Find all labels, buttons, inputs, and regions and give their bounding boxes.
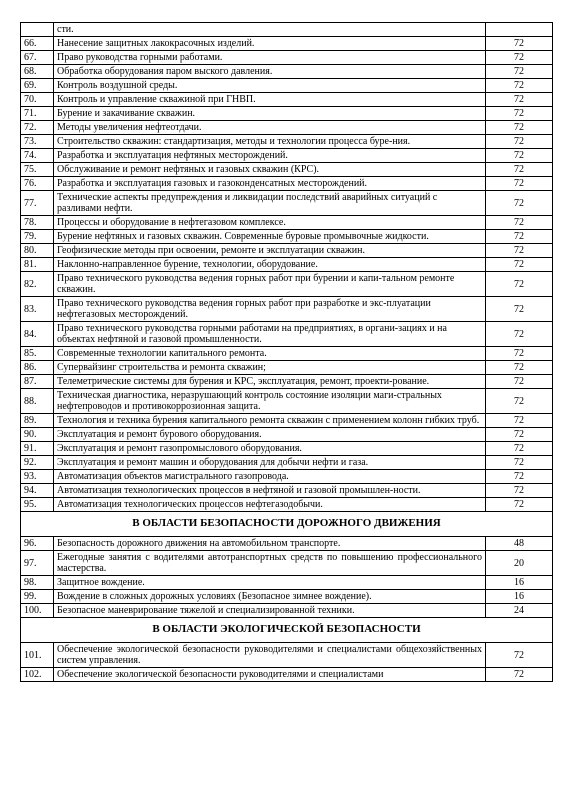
- course-title: Наклонно-направленное бурение, технологии, оборудование.: [54, 258, 486, 272]
- course-hours: 72: [486, 375, 553, 389]
- row-number: 67.: [21, 51, 54, 65]
- course-title: Техническая диагностика, неразрушающий контроль состояние изоляции маги-стральных нефтепроводов и противокоррозионная защита.: [54, 389, 486, 414]
- course-hours: 72: [486, 498, 553, 512]
- course-title: Безопасность дорожного движения на автомобильном транспорте.: [54, 537, 486, 551]
- course-title: Ежегодные занятия с водителями автотранспортных средств по повышению профессионального мастерства.: [54, 551, 486, 576]
- course-hours: 72: [486, 272, 553, 297]
- course-hours: 72: [486, 65, 553, 79]
- course-title: Эксплуатация и ремонт бурового оборудования.: [54, 428, 486, 442]
- course-title: Разработка и эксплуатация газовых и газоконденсатных месторождений.: [54, 177, 486, 191]
- course-title: Право технического руководства ведения горных работ при разработке и экс-плуатации нефтегазовых месторождений.: [54, 297, 486, 322]
- course-hours: 72: [486, 361, 553, 375]
- table-row: [21, 37, 553, 51]
- table-row: [21, 551, 553, 576]
- course-hours: 72: [486, 51, 553, 65]
- table-row: [21, 51, 553, 65]
- table-row: [21, 428, 553, 442]
- row-number: 76.: [21, 177, 54, 191]
- course-hours: 20: [486, 551, 553, 576]
- row-number: 73.: [21, 135, 54, 149]
- table-row: [21, 604, 553, 618]
- row-number: 85.: [21, 347, 54, 361]
- table-row: [21, 107, 553, 121]
- course-hours: 24: [486, 604, 553, 618]
- course-title: Право технического руководства ведения горных работ при бурении и капи-тальном ремонте скважин.: [54, 272, 486, 297]
- course-hours: 72: [486, 389, 553, 414]
- course-title: Эксплуатация и ремонт газопромыслового оборудования.: [54, 442, 486, 456]
- table-row: [21, 23, 553, 37]
- course-title: Телеметрические системы для бурения и КРС, эксплуатация, ремонт, проекти-рование.: [54, 375, 486, 389]
- course-hours: 16: [486, 590, 553, 604]
- course-title: Автоматизация технологических процессов нефтегазодобычи.: [54, 498, 486, 512]
- row-number: 81.: [21, 258, 54, 272]
- road-safety-section: [21, 512, 553, 537]
- table-row: [21, 163, 553, 177]
- course-hours: 72: [486, 258, 553, 272]
- table-row: [21, 121, 553, 135]
- course-hours: 72: [486, 428, 553, 442]
- course-hours: 72: [486, 121, 553, 135]
- course-hours: 48: [486, 537, 553, 551]
- row-number: 68.: [21, 65, 54, 79]
- row-number: 90.: [21, 428, 54, 442]
- row-number: 78.: [21, 216, 54, 230]
- row-number: 69.: [21, 79, 54, 93]
- table-row: [21, 230, 553, 244]
- table-row: [21, 93, 553, 107]
- row-number: 83.: [21, 297, 54, 322]
- row-number: [21, 23, 54, 37]
- row-number: 88.: [21, 389, 54, 414]
- table-row: [21, 191, 553, 216]
- row-number: 80.: [21, 244, 54, 258]
- table-row: [21, 576, 553, 590]
- course-title: Современные технологии капитального ремонта.: [54, 347, 486, 361]
- row-number: 75.: [21, 163, 54, 177]
- table-row: [21, 361, 553, 375]
- table-row: [21, 258, 553, 272]
- section-title-eco: В ОБЛАСТИ ЭКОЛОГИЧЕСКОЙ БЕЗОПАСНОСТИ: [21, 618, 553, 643]
- course-hours: [486, 23, 553, 37]
- course-title: Бурение и закачивание скважин.: [54, 107, 486, 121]
- table-row: [21, 668, 553, 682]
- row-number: 77.: [21, 191, 54, 216]
- course-hours: 72: [486, 93, 553, 107]
- course-hours: 72: [486, 668, 553, 682]
- row-number: 93.: [21, 470, 54, 484]
- course-title: Технология и техника бурения капитального ремонта скважин с применением колонн гибких труб.: [54, 414, 486, 428]
- eco-safety-section: [21, 618, 553, 643]
- row-number: 91.: [21, 442, 54, 456]
- row-number: 94.: [21, 484, 54, 498]
- course-hours: 72: [486, 107, 553, 121]
- row-number: 100.: [21, 604, 54, 618]
- course-title: Контроль и управление скважиной при ГНВП.: [54, 93, 486, 107]
- course-hours: 72: [486, 79, 553, 93]
- oil-gas-section-rows: [21, 23, 553, 512]
- course-title: Автоматизация технологических процессов в нефтяной и газовой промышлен-ности.: [54, 484, 486, 498]
- course-title: Право руководства горными работами.: [54, 51, 486, 65]
- row-number: 79.: [21, 230, 54, 244]
- table-row: [21, 389, 553, 414]
- course-hours: 16: [486, 576, 553, 590]
- table-row: [21, 347, 553, 361]
- course-title: Нанесение защитных лакокрасочных изделий.: [54, 37, 486, 51]
- section-header-road: [21, 512, 553, 537]
- course-title: Обеспечение экологической безопасности руководителями и специалистами: [54, 668, 486, 682]
- table-row: [21, 484, 553, 498]
- table-row: [21, 79, 553, 93]
- course-hours: 72: [486, 347, 553, 361]
- course-title: Технические аспекты предупреждения и ликвидации последствий аварийных ситуаций с разливами нефти.: [54, 191, 486, 216]
- table-row: [21, 272, 553, 297]
- road-safety-rows: [21, 537, 553, 618]
- table-row: [21, 456, 553, 470]
- course-hours: 72: [486, 484, 553, 498]
- row-number: 98.: [21, 576, 54, 590]
- course-title: Эксплуатация и ремонт машин и оборудования для добычи нефти и газа.: [54, 456, 486, 470]
- table-row: [21, 322, 553, 347]
- row-number: 92.: [21, 456, 54, 470]
- table-row: [21, 643, 553, 668]
- row-number: 99.: [21, 590, 54, 604]
- table-row: [21, 498, 553, 512]
- row-number: 71.: [21, 107, 54, 121]
- table-row: [21, 177, 553, 191]
- course-title: Обработка оборудования паром выского давления.: [54, 65, 486, 79]
- row-number: 96.: [21, 537, 54, 551]
- row-number: 70.: [21, 93, 54, 107]
- row-number: 82.: [21, 272, 54, 297]
- row-number: 86.: [21, 361, 54, 375]
- row-number: 74.: [21, 149, 54, 163]
- course-title: Строительство скважин: стандартизация, методы и технологии процесса буре-ния.: [54, 135, 486, 149]
- course-title: Безопасное маневрирование тяжелой и специализированной техники.: [54, 604, 486, 618]
- table-row: [21, 65, 553, 79]
- course-hours: 72: [486, 216, 553, 230]
- row-number: 89.: [21, 414, 54, 428]
- row-number: 87.: [21, 375, 54, 389]
- course-hours: 72: [486, 149, 553, 163]
- row-number: 101.: [21, 643, 54, 668]
- course-hours: 72: [486, 297, 553, 322]
- table-row: [21, 244, 553, 258]
- eco-safety-rows: [21, 643, 553, 682]
- course-hours: 72: [486, 322, 553, 347]
- course-title: Процессы и оборудование в нефтегазовом комплексе.: [54, 216, 486, 230]
- table-row: [21, 135, 553, 149]
- section-title-road: В ОБЛАСТИ БЕЗОПАСНОСТИ ДОРОЖНОГО ДВИЖЕНИЯ: [21, 512, 553, 537]
- course-title: Геофизические методы при освоении, ремонте и эксплуатации скважин.: [54, 244, 486, 258]
- course-title: Разработка и эксплуатация нефтяных месторождений.: [54, 149, 486, 163]
- course-hours: 72: [486, 244, 553, 258]
- table-row: [21, 537, 553, 551]
- course-hours: 72: [486, 442, 553, 456]
- row-number: 97.: [21, 551, 54, 576]
- table-row: [21, 470, 553, 484]
- course-hours: 72: [486, 163, 553, 177]
- course-title: Бурение нефтяных и газовых скважин. Современные буровые промывочные жидкости.: [54, 230, 486, 244]
- course-title: Методы увеличения нефтеотдачи.: [54, 121, 486, 135]
- table-row: [21, 375, 553, 389]
- course-title: Обслуживание и ремонт нефтяных и газовых скважин (КРС).: [54, 163, 486, 177]
- course-title: Защитное вождение.: [54, 576, 486, 590]
- course-hours: 72: [486, 37, 553, 51]
- table-row: [21, 414, 553, 428]
- course-table: [20, 22, 553, 682]
- course-title: сти.: [54, 23, 486, 37]
- course-title: Автоматизация объектов магистрального газопровода.: [54, 470, 486, 484]
- course-hours: 72: [486, 177, 553, 191]
- course-title: Обеспечение экологической безопасности руководителями и специалистами общехозяйственных систем управления.: [54, 643, 486, 668]
- table-row: [21, 442, 553, 456]
- table-row: [21, 216, 553, 230]
- course-hours: 72: [486, 643, 553, 668]
- row-number: 66.: [21, 37, 54, 51]
- course-hours: 72: [486, 191, 553, 216]
- course-hours: 72: [486, 230, 553, 244]
- table-row: [21, 297, 553, 322]
- course-title: Право технического руководства горными работами на предприятиях, в органи-зациях и на объектах нефтяной и газовой промышленности.: [54, 322, 486, 347]
- course-hours: 72: [486, 456, 553, 470]
- table-row: [21, 590, 553, 604]
- course-title: Супервайзинг строительства и ремонта скважин;: [54, 361, 486, 375]
- course-title: Вождение в сложных дорожных условиях (Безопасное зимнее вождение).: [54, 590, 486, 604]
- course-title: Контроль воздушной среды.: [54, 79, 486, 93]
- row-number: 84.: [21, 322, 54, 347]
- section-header-eco: [21, 618, 553, 643]
- table-row: [21, 149, 553, 163]
- row-number: 102.: [21, 668, 54, 682]
- row-number: 95.: [21, 498, 54, 512]
- course-hours: 72: [486, 470, 553, 484]
- row-number: 72.: [21, 121, 54, 135]
- course-hours: 72: [486, 414, 553, 428]
- course-hours: 72: [486, 135, 553, 149]
